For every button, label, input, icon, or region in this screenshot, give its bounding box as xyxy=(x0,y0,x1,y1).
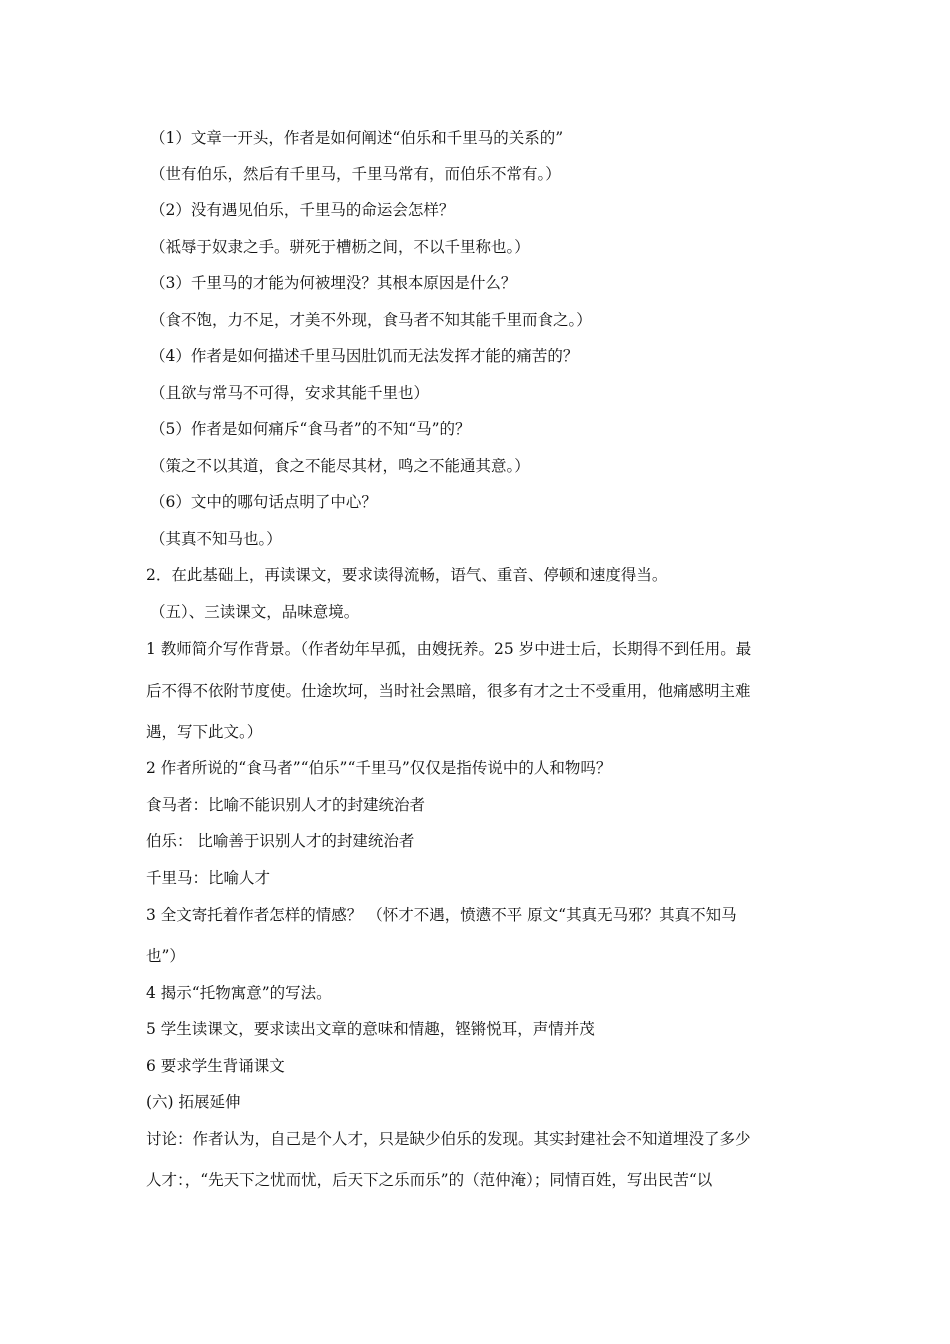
question-2: （2）没有遇见伯乐，千里马的命运会怎样？ xyxy=(150,201,455,219)
item-3-emotion-cont: 也”） xyxy=(146,947,185,965)
question-5: （5）作者是如何痛斥“食马者”的不知“马”的？ xyxy=(150,420,471,438)
item-5-reading: 5 学生读课文，要求读出文章的意味和情趣，铿锵悦耳，声情并茂 xyxy=(146,1020,595,1038)
answer-1: （世有伯乐，然后有千里马，千里马常有，而伯乐不常有。） xyxy=(150,165,561,183)
item-1-background-cont: 后不得不依附节度使。仕途坎坷，当时社会黑暗，很多有才之士不受重用，他痛感明主难 xyxy=(146,682,751,700)
item-4-technique: 4 揭示“托物寓意”的写法。 xyxy=(146,984,332,1002)
step-2-reread: 2．在此基础上，再读课文，要求读得流畅，语气、重音、停顿和速度得当。 xyxy=(146,566,668,584)
answer-2: （祗辱于奴隶之手。骈死于槽枥之间，不以千里称也。） xyxy=(150,238,530,256)
question-1: （1）文章一开头，作者是如何阐述“伯乐和千里马的关系的” xyxy=(150,129,564,147)
item-2-question: 2 作者所说的“食马者”“伯乐”“千里马”仅仅是指传说中的人和物吗？ xyxy=(146,759,612,777)
discussion-paragraph: 讨论：作者认为，自己是个人才，只是缺少伯乐的发现。其实封建社会不知道埋没了多少 xyxy=(146,1130,751,1148)
item-6-recite: 6 要求学生背诵课文 xyxy=(146,1057,285,1075)
question-3: （3）千里马的才能为何被埋没？其根本原因是什么？ xyxy=(150,274,517,292)
section-5-heading: （五）、三读课文，品味意境。 xyxy=(150,603,360,621)
question-6: （6）文中的哪句话点明了中心？ xyxy=(150,493,377,511)
item-3-emotion: 3 全文寄托着作者怎样的情感？ （怀才不遇，愤懑不平 原文“其真无马邪？其真不知马 xyxy=(146,906,737,924)
metaphor-fine-horse: 千里马：比喻人才 xyxy=(146,869,271,887)
answer-5: （策之不以其道，食之不能尽其材，鸣之不能通其意。） xyxy=(150,457,530,475)
item-1-background: 1 教师简介写作背景。（作者幼年早孤，由嫂抚养。25 岁中进士后，长期得不到任用。最 xyxy=(146,640,752,658)
answer-4: （且欲与常马不可得，安求其能千里也） xyxy=(150,384,430,402)
answer-3: （食不饱，力不足，才美不外现，食马者不知其能千里而食之。） xyxy=(150,311,592,329)
section-6-heading: (六) 拓展延伸 xyxy=(146,1093,241,1111)
question-4: （4）作者是如何描述千里马因肚饥而无法发挥才能的痛苦的？ xyxy=(150,347,579,365)
answer-6: （其真不知马也。） xyxy=(150,530,282,548)
item-1-background-end: 遇，写下此文。） xyxy=(146,723,263,741)
metaphor-horse-feeder: 食马者：比喻不能识别人才的封建统治者 xyxy=(146,796,426,814)
metaphor-bole: 伯乐： 比喻善于识别人才的封建统治者 xyxy=(146,832,415,850)
discussion-paragraph-cont: 人才：，“先天下之忧而忧，后天下之乐而乐”的（范仲淹）；同情百姓，写出民苦“以 xyxy=(146,1171,713,1189)
